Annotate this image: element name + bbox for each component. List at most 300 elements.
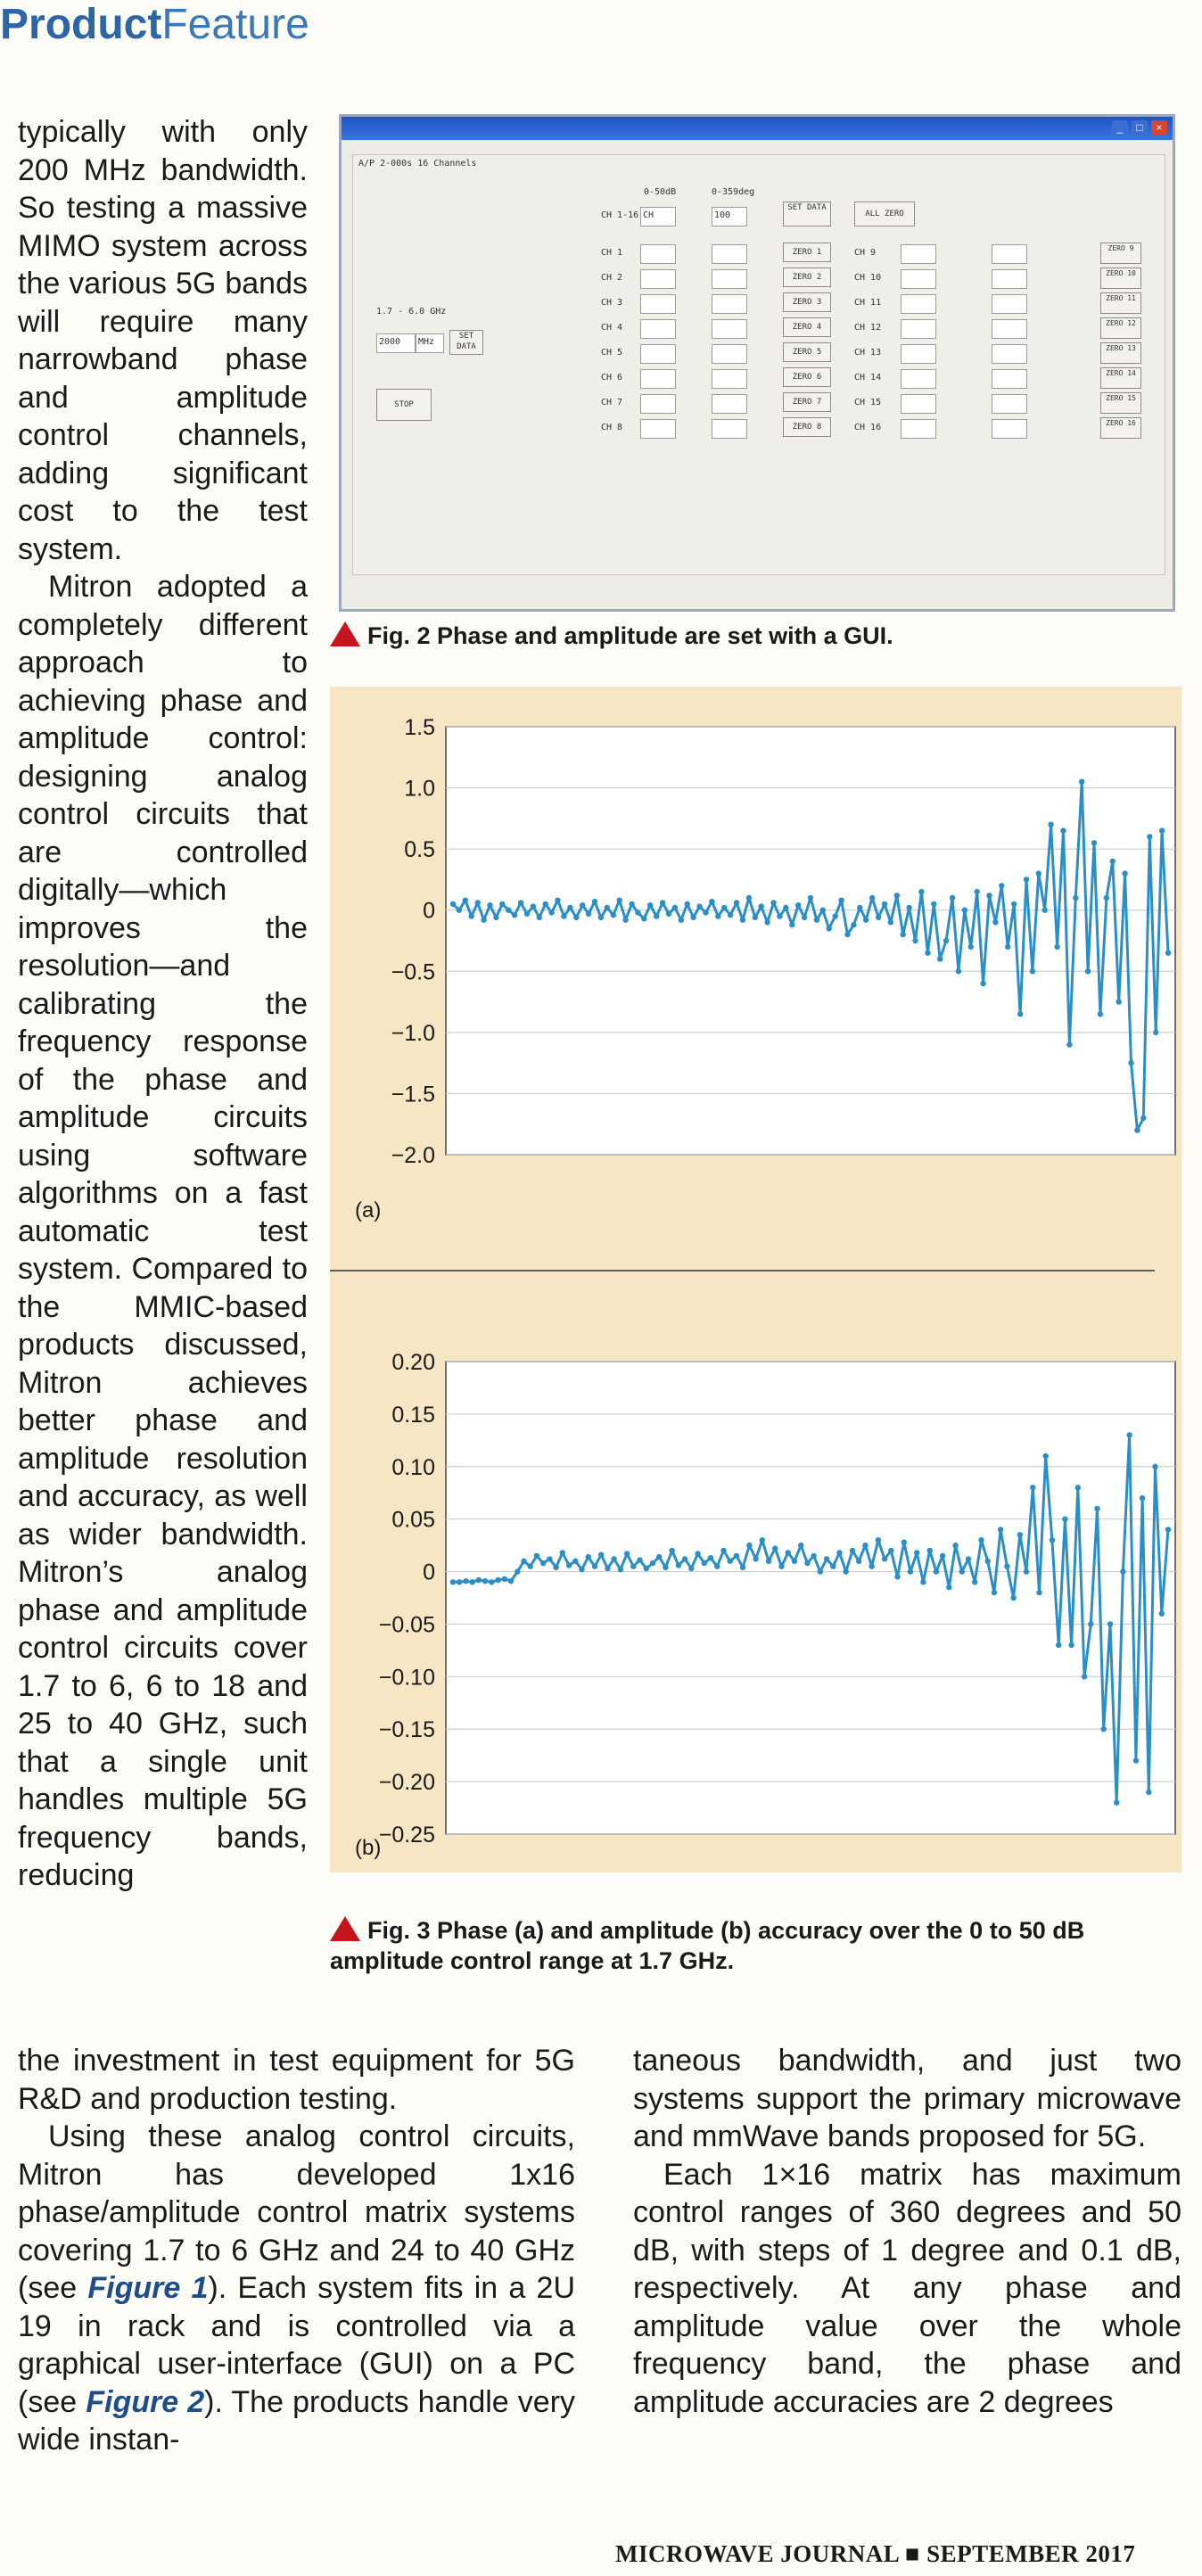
amp-field[interactable] — [901, 319, 936, 339]
data-point — [688, 1566, 694, 1571]
data-point — [592, 1564, 597, 1569]
paragraph: taneous bandwidth, and just two systems support the primary microwave and mmWave bands proposed for 5G. — [633, 2044, 1181, 2153]
data-point — [1133, 1757, 1139, 1763]
data-point — [1079, 779, 1084, 785]
data-point — [1146, 1790, 1151, 1795]
data-point — [567, 905, 572, 910]
data-point — [502, 1576, 507, 1582]
data-point — [450, 1579, 456, 1584]
channel-label: CH 6 — [601, 373, 623, 383]
amp-field[interactable] — [640, 319, 676, 339]
phase-field[interactable] — [712, 394, 747, 414]
body-bottom-left-column — [18, 2042, 575, 2459]
y-tick-label: 1.0 — [404, 776, 435, 802]
data-point — [1107, 1621, 1113, 1626]
data-point — [1116, 999, 1122, 1004]
phase-field[interactable] — [712, 294, 747, 314]
set-data-top-button[interactable]: SET DATA — [783, 202, 831, 226]
y-tick-label: 0.20 — [391, 1350, 435, 1375]
data-point — [772, 1545, 778, 1551]
data-point — [833, 913, 838, 918]
zero-button[interactable]: ZERO 2 — [783, 267, 831, 287]
data-point — [966, 1556, 971, 1561]
data-point — [876, 915, 881, 920]
data-point — [746, 1543, 752, 1548]
y-tick-label: −2.0 — [391, 1143, 435, 1168]
data-point — [499, 901, 505, 907]
data-point — [789, 922, 794, 927]
y-tick-label: −0.25 — [378, 1823, 435, 1848]
data-point — [946, 1584, 951, 1590]
data-point — [1110, 859, 1116, 864]
data-point — [617, 898, 622, 903]
data-point — [566, 1562, 572, 1568]
freq-label: 1.7 - 6.0 GHz — [376, 307, 447, 317]
data-point — [830, 1564, 836, 1569]
data-point — [786, 1550, 791, 1555]
data-point — [1101, 1726, 1107, 1732]
data-point — [956, 968, 961, 974]
data-point — [1091, 840, 1097, 845]
data-point — [992, 919, 998, 925]
zero-button[interactable]: ZERO 1 — [783, 243, 831, 262]
phase-field[interactable] — [992, 344, 1027, 364]
data-point — [469, 913, 474, 918]
data-point — [1088, 1621, 1093, 1626]
data-point — [537, 915, 542, 920]
amp-field[interactable] — [901, 419, 936, 439]
data-point — [814, 918, 819, 923]
data-point — [1159, 827, 1165, 833]
zero-button[interactable]: ZERO 9 — [1100, 243, 1141, 264]
data-point — [778, 1564, 784, 1569]
data-point — [506, 908, 511, 913]
y-tick-label: 0.15 — [391, 1402, 435, 1428]
data-point — [766, 1559, 771, 1564]
zero-button[interactable]: ZERO 11 — [1100, 292, 1141, 314]
data-point — [795, 902, 801, 908]
zero-button[interactable]: ZERO 8 — [783, 417, 831, 437]
phase-field[interactable] — [992, 294, 1027, 314]
data-point — [869, 895, 875, 901]
data-point — [1104, 895, 1109, 901]
data-point — [1024, 876, 1029, 882]
zero-button[interactable]: ZERO 3 — [783, 292, 831, 312]
close-icon[interactable]: × — [1151, 120, 1167, 135]
amp-field[interactable] — [901, 394, 936, 414]
data-point — [760, 1537, 765, 1543]
data-point — [851, 922, 856, 927]
zero-button[interactable]: ZERO 4 — [783, 317, 831, 337]
data-point — [666, 911, 671, 917]
data-point — [999, 883, 1004, 888]
data-point — [709, 899, 714, 904]
data-point — [629, 901, 634, 907]
zero-button[interactable]: ZERO 14 — [1100, 367, 1141, 389]
data-point — [540, 1560, 546, 1566]
data-point — [1098, 1011, 1103, 1016]
phase-field[interactable] — [992, 269, 1027, 289]
stop-button[interactable]: STOP — [376, 389, 432, 421]
channel-label: CH 13 — [854, 348, 882, 358]
data-point — [598, 1552, 604, 1558]
data-point — [518, 900, 523, 905]
data-point — [850, 1548, 855, 1553]
maximize-icon[interactable]: □ — [1132, 120, 1148, 135]
phase-field[interactable] — [712, 319, 747, 339]
data-point — [882, 1556, 887, 1561]
data-point — [986, 893, 992, 898]
data-point — [950, 895, 955, 901]
channel-label: CH 4 — [601, 323, 623, 333]
data-point — [869, 1564, 874, 1569]
data-point — [978, 1537, 984, 1543]
data-point — [1066, 1041, 1072, 1047]
data-point — [553, 1565, 558, 1570]
data-point — [952, 1543, 958, 1548]
data-point — [1085, 968, 1091, 974]
data-point — [580, 902, 585, 908]
amp-field[interactable] — [640, 244, 676, 264]
data-point — [561, 913, 566, 918]
data-point — [685, 901, 690, 907]
data-point — [470, 1579, 475, 1584]
y-tick-label: −0.10 — [378, 1665, 435, 1691]
data-point — [624, 1551, 630, 1556]
data-point — [702, 1560, 707, 1566]
data-point — [844, 932, 850, 937]
data-point — [1140, 1495, 1145, 1501]
data-point — [555, 898, 560, 903]
data-point — [901, 932, 906, 937]
amp-field[interactable] — [640, 419, 676, 439]
window-titlebar — [342, 117, 1173, 140]
y-tick-label: 0 — [423, 898, 435, 924]
data-point — [753, 915, 758, 920]
data-point — [1017, 1011, 1023, 1016]
amp-field[interactable] — [640, 269, 676, 289]
amp-field[interactable] — [640, 344, 676, 364]
paragraph: Each 1×16 matrix has maximum control ranges of 360 degrees and 50 dB, with steps of 1 degree and 0.1 dB, respectively. At any phase and amplitude value over the whole frequency band, the phase and amplitude accuracies are 2 degrees — [633, 2157, 1181, 2419]
phase-field[interactable] — [992, 419, 1027, 439]
data-point — [528, 1564, 533, 1569]
data-point — [579, 1567, 584, 1572]
data-point — [611, 1556, 616, 1561]
data-point — [746, 895, 752, 901]
data-point — [925, 951, 930, 956]
data-point — [1152, 1464, 1157, 1469]
data-point — [572, 1559, 578, 1564]
figure-1-reference: Figure 1 — [87, 2271, 209, 2305]
data-point — [476, 1577, 482, 1583]
body-bottom-right-column — [633, 2042, 1181, 2421]
data-point — [888, 919, 893, 925]
phase-field[interactable] — [712, 244, 747, 264]
set-data-button[interactable]: SET DATA — [449, 330, 483, 355]
data-point — [637, 1557, 642, 1562]
data-point — [647, 902, 653, 908]
data-point — [792, 1559, 797, 1564]
channel-label: CH 1 — [601, 248, 623, 258]
data-point — [1036, 870, 1041, 876]
amp-field[interactable] — [640, 394, 676, 414]
minimize-icon[interactable]: _ — [1112, 120, 1128, 135]
data-point — [1159, 1611, 1165, 1617]
figure3-charts — [330, 687, 1181, 1872]
y-tick-label: 0.05 — [391, 1507, 435, 1533]
data-point — [703, 909, 708, 915]
data-point — [644, 1566, 649, 1571]
data-point — [1043, 1453, 1049, 1459]
data-point — [695, 1551, 700, 1556]
data-point — [1017, 1532, 1023, 1537]
data-point — [1122, 870, 1127, 876]
zero-button[interactable]: ZERO 5 — [783, 342, 831, 362]
amp-field[interactable] — [901, 369, 936, 389]
data-point — [1050, 1537, 1055, 1543]
data-point — [682, 1556, 687, 1561]
data-point — [487, 902, 492, 908]
y-tick-label: 0.10 — [391, 1454, 435, 1480]
data-point — [798, 1543, 803, 1548]
amp-field[interactable] — [901, 344, 936, 364]
data-point — [1056, 1642, 1061, 1648]
data-point — [931, 901, 936, 907]
caption-triangle-icon — [330, 1916, 360, 1941]
y-tick-label: 1.5 — [404, 715, 435, 740]
channel-label: CH 7 — [601, 398, 623, 407]
data-point — [1140, 1115, 1146, 1121]
phase-field[interactable] — [992, 319, 1027, 339]
data-point — [876, 1537, 881, 1543]
data-point — [992, 1590, 997, 1595]
freq-input[interactable]: 2000 — [376, 333, 416, 353]
data-point — [457, 1579, 462, 1584]
data-point — [740, 918, 745, 923]
data-point — [980, 981, 985, 986]
data-point — [894, 1574, 900, 1579]
zero-button[interactable]: ZERO 10 — [1100, 267, 1141, 289]
data-point — [508, 1578, 514, 1584]
fig2-caption: Fig. 2 Phase and amplitude are set with a GUI. — [330, 621, 1177, 651]
zero-button[interactable]: ZERO 15 — [1100, 392, 1141, 414]
data-point — [493, 915, 498, 920]
data-point — [906, 905, 911, 910]
data-point — [759, 903, 764, 909]
phase-field[interactable] — [992, 244, 1027, 264]
phase-field[interactable] — [992, 369, 1027, 389]
data-point — [943, 938, 949, 943]
data-point — [734, 1553, 739, 1559]
y-tick-label: −1.5 — [391, 1082, 435, 1107]
data-point — [804, 1560, 810, 1566]
zero-button[interactable]: ZERO 13 — [1100, 342, 1141, 364]
data-point — [934, 1568, 939, 1574]
data-point — [959, 1568, 965, 1574]
channel-label: CH 14 — [854, 373, 882, 383]
data-point — [968, 944, 974, 950]
data-point — [586, 911, 591, 917]
data-point — [450, 901, 456, 907]
data-point — [985, 1559, 991, 1564]
data-point — [777, 913, 782, 918]
data-point — [888, 1548, 893, 1553]
data-point — [663, 1565, 668, 1570]
fig3-caption: Fig. 3 Phase (a) and amplitude (b) accuracy over the 0 to 50 dB amplitude control range at 1.7 GHz. — [330, 1917, 1085, 1974]
section-header: ProductFeature — [0, 1, 309, 48]
all-zero-button[interactable]: ALL ZERO — [854, 202, 915, 226]
data-point — [1114, 1800, 1119, 1806]
data-point — [1004, 1564, 1009, 1569]
data-point — [475, 900, 481, 905]
data-point — [1042, 908, 1048, 913]
data-point — [857, 905, 862, 910]
amp-field[interactable] — [640, 294, 676, 314]
data-point — [1048, 822, 1053, 827]
data-point — [715, 913, 720, 918]
data-point — [611, 912, 616, 918]
data-point — [560, 1550, 565, 1555]
data-point — [1005, 944, 1010, 950]
data-point — [670, 1548, 675, 1553]
data-point — [827, 926, 832, 931]
data-point — [721, 905, 727, 910]
data-point — [856, 1559, 861, 1564]
data-point — [656, 1554, 662, 1560]
data-point — [1147, 834, 1152, 839]
phase-field[interactable] — [712, 269, 747, 289]
data-point — [495, 1577, 500, 1583]
paragraph: the investment in test equipment for 5G R&D and production testing. — [18, 2044, 575, 2116]
data-point — [1134, 1127, 1140, 1132]
data-point — [641, 916, 646, 921]
data-point — [902, 1539, 907, 1544]
data-point — [622, 918, 628, 923]
data-point — [548, 909, 554, 915]
gui-title-text: A/P 2-000s 16 Channels — [358, 159, 477, 169]
data-point — [920, 1579, 926, 1584]
zero-button[interactable]: ZERO 16 — [1100, 417, 1141, 439]
panel-label: (a) — [355, 1198, 382, 1222]
data-point — [1153, 1030, 1158, 1035]
channel-label: CH 3 — [601, 298, 623, 308]
data-point — [1128, 1060, 1133, 1066]
data-point — [820, 908, 826, 913]
body-left-column — [18, 113, 308, 1895]
phase-field[interactable] — [712, 419, 747, 439]
phase-field[interactable] — [712, 344, 747, 364]
data-point — [1054, 944, 1059, 950]
ch-select-label: CH 1-16 — [601, 210, 639, 220]
data-point — [918, 889, 924, 894]
y-tick-label: −0.05 — [378, 1612, 435, 1638]
data-point — [975, 889, 980, 894]
phase-field[interactable] — [712, 369, 747, 389]
amp-field[interactable] — [901, 269, 936, 289]
data-point — [912, 938, 918, 943]
data-point — [728, 1559, 733, 1564]
data-point — [605, 905, 610, 910]
data-point — [1094, 1506, 1099, 1511]
data-point — [908, 1568, 913, 1574]
y-tick-label: −0.20 — [378, 1770, 435, 1796]
data-point — [972, 1579, 977, 1584]
data-point — [1010, 1595, 1016, 1601]
data-point — [914, 1550, 919, 1555]
data-point — [937, 956, 943, 961]
y-tick-label: −0.15 — [378, 1717, 435, 1743]
paragraph: typically with only 200 MHz bandwidth. So testing a massive MIMO system across the various 5G bands will require many narrowband phase and amplitude control channels, adding significant cost to the test system. — [18, 115, 308, 566]
ch-select[interactable]: CH — [640, 207, 676, 226]
data-point — [1036, 1590, 1041, 1595]
data-point — [740, 1565, 745, 1570]
page-footer: MICROWAVE JOURNAL ■ SEPTEMBER 2017 — [615, 2540, 1136, 2567]
data-point — [598, 915, 604, 920]
data-point — [618, 1567, 623, 1572]
data-point — [1024, 1568, 1029, 1574]
data-point — [894, 893, 900, 898]
y-tick-label: −1.0 — [391, 1020, 435, 1046]
data-point — [696, 903, 702, 909]
paragraph: Mitron adopted a completely different approach to achieving phase and amplitude control: designing analog control circuits that are controlled digitally—which improves the resolution—and calibrating the frequency response of the phase and amplitude circuits using software algorithms on a fast automatic test system. Compared to the MMIC-based products discussed, Mitron achieves better phase and amplitude resolution and accuracy, as well as wider bandwidth. Mitron’s analog phase and amplitude control circuits cover 1.7 to 6, 6 to 18 and 25 to 40 GHz, such that a single unit handles multiple 5G frequency bands, reducing — [18, 570, 308, 1892]
amp-field[interactable] — [901, 294, 936, 314]
amp-field[interactable] — [901, 244, 936, 264]
phase-field[interactable] — [992, 394, 1027, 414]
data-point — [573, 915, 579, 920]
zero-button[interactable]: ZERO 7 — [783, 392, 831, 412]
data-point — [811, 1553, 816, 1559]
data-point — [838, 898, 844, 903]
data-point — [882, 901, 887, 907]
channel-label: CH 8 — [601, 423, 623, 432]
data-point — [802, 915, 807, 920]
data-point — [463, 898, 468, 903]
data-point — [1126, 1432, 1132, 1437]
data-point — [1068, 1642, 1074, 1648]
data-point — [543, 901, 548, 907]
data-point — [863, 918, 869, 923]
amp-field[interactable] — [640, 369, 676, 389]
data-point — [521, 1559, 526, 1564]
paragraph: Using these analog control circuits, Mitron has developed 1x16 phase/amplitude control matrix systems covering 1.7 to 6 GHz and 24 to 40 GHz (see Figure 1). Each system fits in a 2U 19 in rack and is controlled via a graphical user-interface (GUI) on a PC (see Figure 2). The products handle very wide instan- — [18, 2119, 576, 2457]
data-point — [679, 918, 684, 923]
channel-label: CH 2 — [601, 273, 623, 283]
data-point — [481, 918, 486, 923]
gui-screenshot — [339, 114, 1175, 612]
data-point — [1030, 1485, 1035, 1490]
figure-2-reference: Figure 2 — [86, 2384, 205, 2419]
data-point — [654, 913, 659, 918]
freq-unit-select[interactable]: MHz — [416, 333, 444, 353]
data-point — [690, 915, 696, 920]
data-point — [808, 895, 813, 901]
phase-input[interactable]: 100 — [712, 207, 747, 226]
zero-button[interactable]: ZERO 12 — [1100, 317, 1141, 339]
data-point — [708, 1555, 713, 1560]
data-point — [940, 1553, 945, 1559]
y-tick-label: 0 — [423, 1560, 435, 1585]
data-point — [660, 900, 665, 905]
data-point — [547, 1556, 552, 1561]
data-point — [998, 1527, 1003, 1532]
gui-panel — [352, 154, 1165, 575]
caption-triangle-icon — [330, 621, 360, 646]
data-point — [463, 1578, 468, 1584]
data-point — [962, 908, 967, 913]
data-point — [1075, 1485, 1081, 1490]
zero-button[interactable]: ZERO 6 — [783, 367, 831, 387]
data-point — [586, 1554, 591, 1560]
